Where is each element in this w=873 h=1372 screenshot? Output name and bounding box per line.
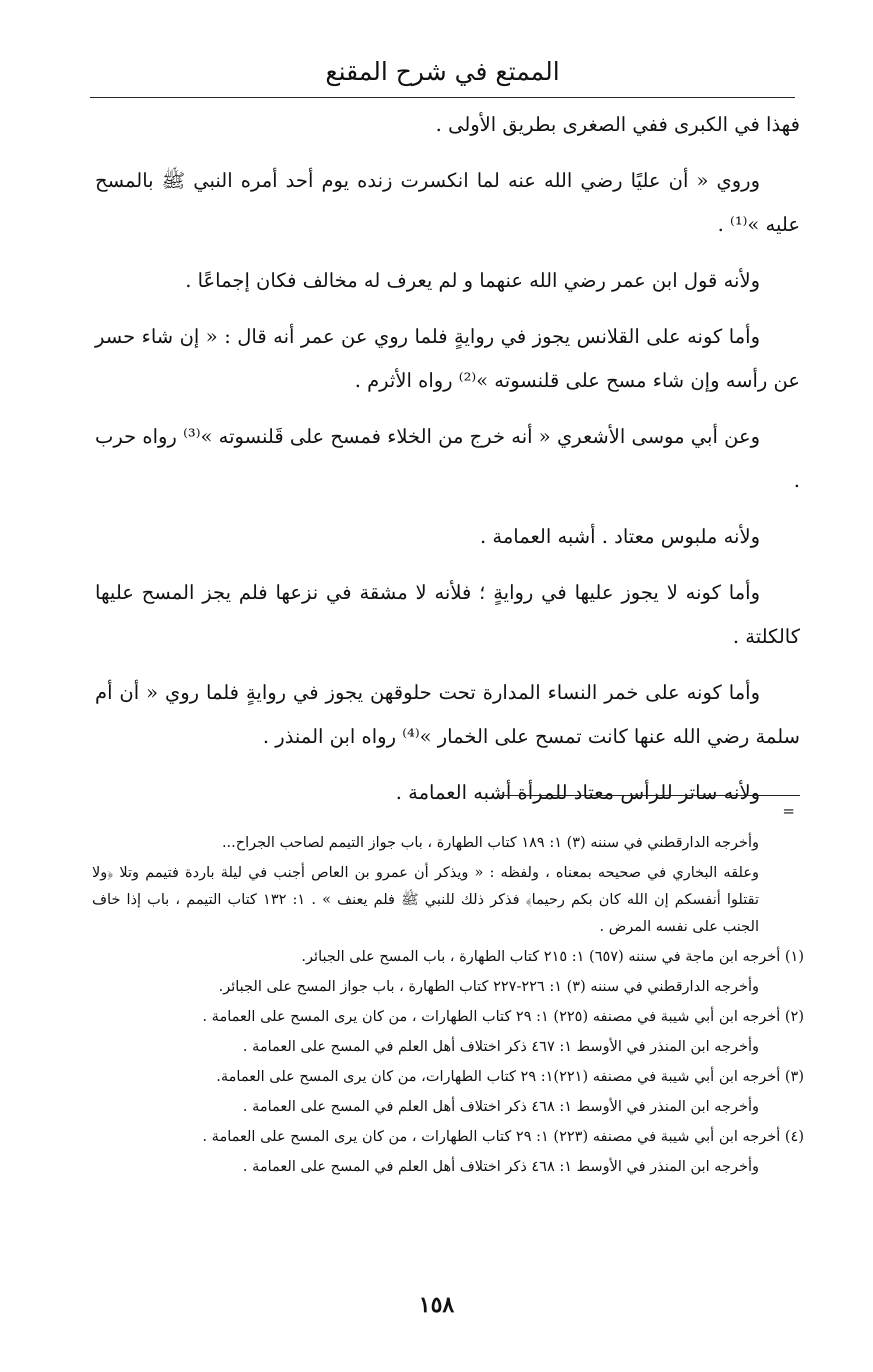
body-paragraph: وأما كونه على القلانس يجوز في روايةٍ فلما روي عن عمر أنه قال : « إن شاء حسر عن رأسه وإن شاء مسح على قلنسوته »⁽²⁾ رواه الأثرم . <box>95 325 800 392</box>
footnote-line: (٢) أخرجه ابن أبي شيبة في مصنفه (٢٢٥) ١: ٢٩ كتاب الطهارات ، من كان يرى المسح على العمامة . <box>202 1009 804 1025</box>
running-header-title: الممتع في شرح المقنع <box>325 57 560 86</box>
body-paragraph: وروي « أن عليًا رضي الله عنه لما انكسرت زنده يوم أحد أمره النبي ﷺ بالمسح عليه »⁽¹⁾ . <box>95 169 800 236</box>
footnote-continuation-mark: = <box>782 802 795 820</box>
body-paragraph: ولأنه ملبوس معتاد . أشبه العمامة . <box>479 525 760 548</box>
footnote-line: وأخرجه الدارقطني في سننه (٣) ١: ١٨٩ كتاب الطهارة ، باب جواز التيمم لصاحب الجراح... <box>221 835 759 851</box>
header-rule <box>90 97 795 98</box>
body-paragraph: فهذا في الكبرى ففي الصغرى بطريق الأولى . <box>435 113 800 136</box>
footnote-line: وأخرجه ابن المنذر في الأوسط ١: ٤٦٨ ذكر اختلاف أهل العلم في المسح على العمامة . <box>242 1159 759 1175</box>
body-paragraph: ولأنه ساتر للرأس معتاد للمرأة أشبه العمامة . <box>395 781 760 804</box>
footnotes-block <box>92 830 804 1184</box>
body-paragraph: وعن أبي موسى الأشعري « أنه خرج من الخلاء فمسح على قَلنسوته »⁽³⁾ رواه حرب . <box>95 425 800 492</box>
footnote-line: (٣) أخرجه ابن أبي شيبة في مصنفه (٢٢١)١: ٢٩ كتاب الطهارات، من كان يرى المسح على العمامة. <box>216 1069 804 1085</box>
footnote-line: (٤) أخرجه ابن أبي شيبة في مصنفه (٢٢٣) ١: ٢٩ كتاب الطهارات ، من كان يرى المسح على العمامة . <box>202 1129 804 1145</box>
page-number: ١٥٨ <box>418 1292 455 1318</box>
footnote-line: وأخرجه ابن المنذر في الأوسط ١: ٤٦٨ ذكر اختلاف أهل العلم في المسح على العمامة . <box>242 1099 759 1115</box>
footnote-line: (١) أخرجه ابن ماجة في سننه (٦٥٧) ١: ٢١٥ كتاب الطهارة ، باب المسح على الجبائر. <box>301 949 804 965</box>
footnote-separator <box>500 795 800 796</box>
footnote-line: وعلقه البخاري في صحيحه بمعناه ، ولفظه : « ويذكر أن عمرو بن العاص أجنب في ليلة باردة فتيمم وتلا ﴿ولا تقتلوا أنفسكم إن الله كان بكم رحيما﴾ فذكر ذلك للنبي ﷺ فلم يعنف » . ١: ١٣٢ كتاب التيمم ، باب إذا خاف الجنب على نفسه المرض . <box>92 865 759 935</box>
body-paragraph: ولأنه قول ابن عمر رضي الله عنهما و لم يعرف له مخالف فكان إجماعًا . <box>185 269 760 292</box>
footnote-line: وأخرجه ابن المنذر في الأوسط ١: ٤٦٧ ذكر اختلاف أهل العلم في المسح على العمامة . <box>242 1039 759 1055</box>
body-paragraph: وأما كونه على خمر النساء المدارة تحت حلوقهن يجوز في روايةٍ فلما روي « أن أم سلمة رضي الله عنها كانت تمسح على الخمار »⁽⁴⁾ رواه ابن المنذر . <box>95 681 800 748</box>
main-text-block <box>95 103 800 827</box>
footnote-line: وأخرجه الدارقطني في سننه (٣) ١: ٢٢٦-٢٢٧ كتاب الطهارة ، باب جواز المسح على الجبائر. <box>218 979 759 995</box>
body-paragraph: وأما كونه لا يجوز عليها في روايةٍ ؛ فلأنه لا مشقة في نزعها فلم يجز المسح عليها كالكلتة . <box>95 581 800 648</box>
